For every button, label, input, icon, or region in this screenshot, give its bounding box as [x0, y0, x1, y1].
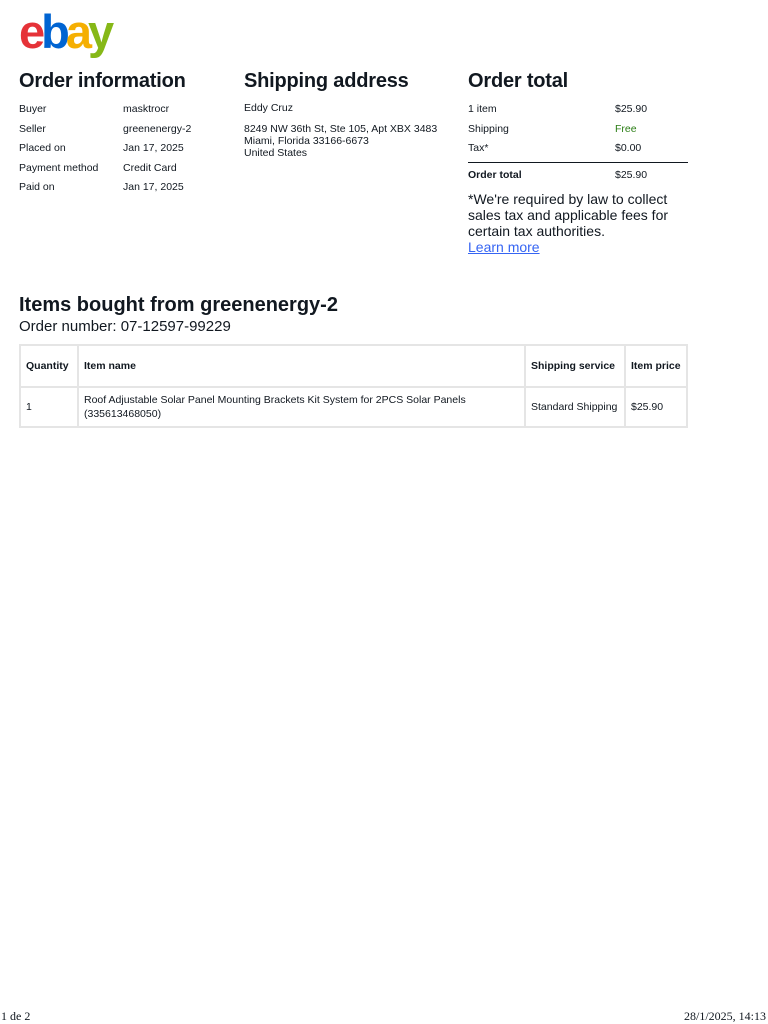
- shipping-label: Shipping: [468, 122, 509, 135]
- total-divider: [468, 162, 688, 163]
- items-subtotal-value: $25.90: [615, 103, 648, 115]
- paid-on-label: Paid on: [19, 181, 55, 194]
- order-number: Order number: 07-12597-99229: [19, 318, 231, 335]
- payment-method-value: Credit Card: [123, 161, 177, 174]
- logo-letter-b: b: [41, 5, 66, 58]
- item-shipping-service: Standard Shipping: [525, 387, 625, 427]
- address-line-1: 8249 NW 36th St, Ste 105, Apt XBX 3483: [244, 123, 438, 135]
- items-table: [19, 344, 688, 428]
- item-price-header: Item price: [625, 345, 687, 387]
- order-information-title: Order information: [19, 70, 186, 92]
- shipping-service-header: Shipping service: [525, 345, 625, 387]
- seller-value: greenenergy-2: [123, 122, 192, 135]
- shipping-cost-value: Free: [615, 122, 637, 135]
- order-information-section: [19, 68, 191, 196]
- placed-on-label: Placed on: [19, 142, 66, 155]
- item-quantity: 1: [20, 387, 78, 427]
- seller-label: Seller: [19, 122, 46, 135]
- buyer-value: masktrocr: [123, 103, 170, 115]
- quantity-header: Quantity: [20, 345, 78, 387]
- item-price: $25.90: [625, 387, 687, 427]
- table-row: [20, 387, 687, 427]
- items-count-label: 1 item: [468, 103, 497, 115]
- order-total-list: [468, 102, 688, 157]
- order-information-list: [19, 102, 191, 196]
- tax-note: *We're required by law to collect sales tax and applicable fees for certain tax authorities.: [468, 191, 669, 240]
- logo-letter-y: y: [88, 5, 111, 58]
- shipping-address-title: Shipping address: [244, 70, 409, 92]
- order-total-section: [468, 68, 693, 257]
- address-line-2: Miami, Florida 33166-6673: [244, 135, 369, 147]
- order-total-title: Order total: [468, 70, 569, 92]
- ebay-logo[interactable]: [19, 5, 111, 58]
- tax-value: $0.00: [615, 142, 642, 155]
- table-header-row: [20, 345, 687, 387]
- order-total-value: $25.90: [615, 168, 648, 181]
- order-total-row: [468, 168, 688, 184]
- learn-more-link[interactable]: Learn more: [468, 239, 540, 256]
- order-total-label: Order total: [468, 168, 522, 181]
- address-line-3: United States: [244, 147, 308, 159]
- logo-letter-e: e: [19, 5, 42, 58]
- shipping-address-section: [244, 68, 437, 159]
- logo-letter-a: a: [65, 5, 88, 58]
- tax-label: Tax*: [468, 142, 489, 155]
- item-name[interactable]: Roof Adjustable Solar Panel Mounting Brackets Kit System for 2PCS Solar Panels (335613468050): [78, 387, 525, 427]
- items-section-title: Items bought from greenenergy-2: [19, 294, 338, 316]
- page-number: 1 de 2: [1, 1009, 31, 1023]
- paid-on-value: Jan 17, 2025: [123, 181, 184, 194]
- item-name-header: Item name: [78, 345, 525, 387]
- recipient-name: Eddy Cruz: [244, 102, 294, 114]
- payment-method-label: Payment method: [19, 161, 99, 174]
- placed-on-value: Jan 17, 2025: [123, 142, 184, 155]
- print-timestamp: 28/1/2025, 14:13: [683, 1009, 766, 1023]
- buyer-label: Buyer: [19, 103, 47, 115]
